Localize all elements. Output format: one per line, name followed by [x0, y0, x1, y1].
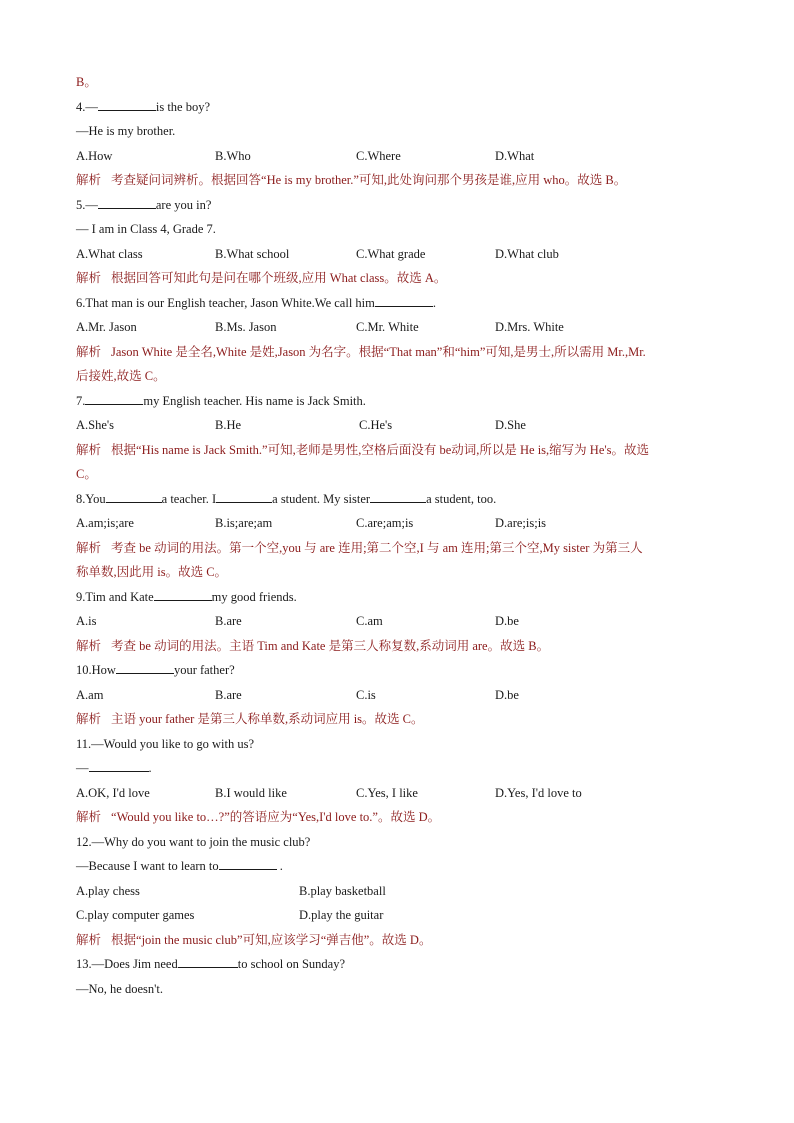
- option-a: A.Mr. Jason: [76, 320, 137, 334]
- answer-line: —No, he doesn't.: [76, 981, 163, 996]
- option-d: D.are;is;is: [495, 516, 547, 530]
- analysis-text: Jason White 是全名,White 是姓,Jason 为名字。根据“That man”和“him”可知,是男士,所以需用 Mr.,Mr.: [111, 344, 646, 359]
- question-text: to school on Sunday?: [237, 957, 346, 971]
- option-d: D.be: [495, 687, 519, 702]
- analysis-label: 解析: [76, 270, 102, 285]
- answer-blank: [89, 760, 149, 772]
- analysis-text: 根据回答可知此句是问在哪个班级,应用 What class。故选 A。: [111, 271, 447, 285]
- option-b: B.is;are;am: [215, 516, 273, 530]
- option-a: A.She's: [76, 418, 115, 432]
- answer-line: [76, 858, 736, 874]
- analysis-label: 解析: [76, 172, 102, 187]
- option-a: A.What class: [76, 246, 143, 261]
- option-c: C.are;am;is: [356, 516, 414, 530]
- option-c: C.Yes, I like: [356, 785, 418, 800]
- question-text: my English teacher. His name is Jack Smith.: [143, 393, 366, 408]
- option-d: D.What: [495, 148, 535, 163]
- answer-text: —Because I want to learn to: [76, 859, 219, 873]
- analysis-text: 根据“His name is Jack Smith.”可知,老师是男性,空格后面没有 be动词,所以是 He is,缩写为 He's。故选: [111, 442, 649, 457]
- question-text: 9.Tim and Kate: [76, 589, 154, 604]
- answer-line: —He is my brother.: [76, 124, 176, 138]
- analysis: [76, 638, 736, 654]
- analysis-text: 根据“join the music club”可知,应该学习“弹吉他”。故选 D。: [111, 932, 432, 947]
- option-d: D.play the guitar: [299, 908, 384, 922]
- answer-blank: [375, 295, 433, 307]
- answer-blank: [98, 197, 156, 209]
- answer-text: .: [276, 859, 283, 873]
- question-text: are you in?: [155, 197, 212, 212]
- answer-blank: [154, 589, 212, 601]
- analysis: [76, 442, 736, 458]
- option-a: A.play chess: [76, 883, 140, 898]
- option-a: A.How: [76, 148, 113, 163]
- option-c: C.Mr. White: [356, 320, 419, 334]
- option-a: A.OK, I'd love: [76, 785, 150, 800]
- option-b: B.I would like: [215, 785, 287, 800]
- question-text: a student, too.: [426, 491, 497, 506]
- answer-blank: [116, 662, 174, 674]
- options-row: [76, 785, 736, 801]
- analysis-label: 解析: [76, 441, 102, 457]
- question-11: 11.—Would you like to go with us?: [76, 736, 255, 751]
- question-text: a teacher. I: [161, 491, 217, 506]
- analysis: [76, 270, 736, 286]
- question-6: [76, 295, 736, 311]
- analysis-label: 解析: [76, 809, 102, 824]
- question-text: 4.—: [76, 99, 98, 114]
- analysis: [76, 932, 736, 948]
- analysis: [76, 540, 736, 556]
- question-text: 7.: [76, 393, 86, 408]
- option-c: C.play computer games: [76, 908, 195, 922]
- option-c: C.is: [356, 687, 376, 702]
- exercise-page: [76, 74, 736, 1005]
- question-13: [76, 956, 736, 972]
- answer-blank: [106, 491, 162, 503]
- analysis-text: 考查疑问词辨析。根据回答“He is my brother.”可知,此处询问那个男孩是谁,应用 who。故选 B。: [111, 173, 627, 187]
- analysis-label: 解析: [76, 711, 102, 726]
- option-a: A.am;is;are: [76, 516, 134, 530]
- question-text: 13.—Does Jim need: [76, 957, 178, 971]
- options-row: [76, 417, 736, 433]
- option-a: A.is: [76, 614, 97, 628]
- options-row: [76, 907, 736, 923]
- analysis-text: 主语 your father 是第三人称单数,系动词应用 is。故选 C。: [111, 712, 424, 726]
- analysis-text: 考查 be 动词的用法。主语 Tim and Kate 是第三人称复数,系动词用 are。故选 B。: [111, 638, 550, 653]
- option-c: C.am: [356, 614, 383, 628]
- option-c: C.Where: [356, 148, 401, 163]
- analysis-label: 解析: [76, 637, 102, 653]
- analysis-continued: 称单数,因此用 is。故选 C。: [76, 565, 228, 579]
- option-c: C.What grade: [356, 246, 426, 261]
- answer-blank: [178, 956, 238, 968]
- analysis-label: 解析: [76, 539, 102, 555]
- question-8: [76, 491, 736, 507]
- answer-blank: [98, 99, 156, 111]
- answer-text: —: [76, 761, 89, 775]
- options-row: [76, 687, 736, 703]
- option-b: B.play basketball: [299, 883, 386, 898]
- question-text: .: [432, 295, 437, 310]
- analysis-label: 解析: [76, 343, 102, 359]
- question-7: [76, 393, 736, 409]
- option-d: D.be: [495, 614, 519, 628]
- answer-text: .: [148, 761, 152, 775]
- option-b: B.He: [215, 418, 242, 432]
- question-text: is the boy?: [155, 99, 211, 114]
- option-b: B.are: [215, 614, 242, 628]
- question-text: my good friends.: [211, 589, 297, 604]
- question-text: 10.How: [76, 663, 116, 677]
- option-b: B.are: [215, 687, 242, 702]
- analysis-text: 考查 be 动词的用法。第一个空,you 与 are 连用;第二个空,I 与 am 连用;第三个空,My sister 为第三人: [111, 540, 643, 555]
- analysis: [76, 344, 736, 360]
- answer-blank: [370, 491, 426, 503]
- option-b: B.Who: [215, 148, 251, 163]
- answer-line: — I am in Class 4, Grade 7.: [76, 222, 216, 236]
- option-d: D.She: [495, 418, 526, 432]
- option-d: D.What club: [495, 246, 559, 261]
- options-row: [76, 319, 736, 335]
- option-b: B.What school: [215, 246, 290, 261]
- options-row: [76, 883, 736, 899]
- question-text: your father?: [173, 663, 235, 677]
- question-text: a student. My sister: [272, 491, 371, 506]
- answer-blank: [85, 393, 143, 405]
- question-12: 12.—Why do you want to join the music club?: [76, 834, 311, 849]
- analysis-continued: 后接姓,故选 C。: [76, 369, 166, 383]
- analysis: [76, 711, 736, 727]
- analysis-continued: C。: [76, 467, 97, 481]
- question-text: 5.—: [76, 197, 98, 212]
- question-5: [76, 197, 736, 213]
- options-row: [76, 246, 736, 262]
- analysis-label: 解析: [76, 931, 102, 947]
- option-d: D.Yes, I'd love to: [495, 785, 582, 800]
- answer-line: [76, 760, 736, 776]
- options-row: [76, 515, 736, 531]
- options-row: [76, 148, 736, 164]
- answer-blank: [219, 858, 277, 870]
- question-9: [76, 589, 736, 605]
- option-c: C.He's: [359, 418, 393, 432]
- question-4: [76, 99, 736, 115]
- analysis-text: “Would you like to…?”的答语应为“Yes,I'd love to.”。故选 D。: [111, 810, 441, 824]
- question-text: 8.You: [76, 491, 106, 506]
- question-10: [76, 662, 736, 678]
- analysis: [76, 809, 736, 825]
- option-d: D.Mrs. White: [495, 320, 564, 334]
- question-text: 6.That man is our English teacher, Jason White.We call him: [76, 295, 375, 310]
- option-a: A.am: [76, 687, 104, 702]
- analysis: [76, 172, 736, 188]
- option-b: B.Ms. Jason: [215, 320, 277, 334]
- options-row: [76, 613, 736, 629]
- previous-answer: B。: [76, 75, 97, 89]
- answer-blank: [216, 491, 272, 503]
